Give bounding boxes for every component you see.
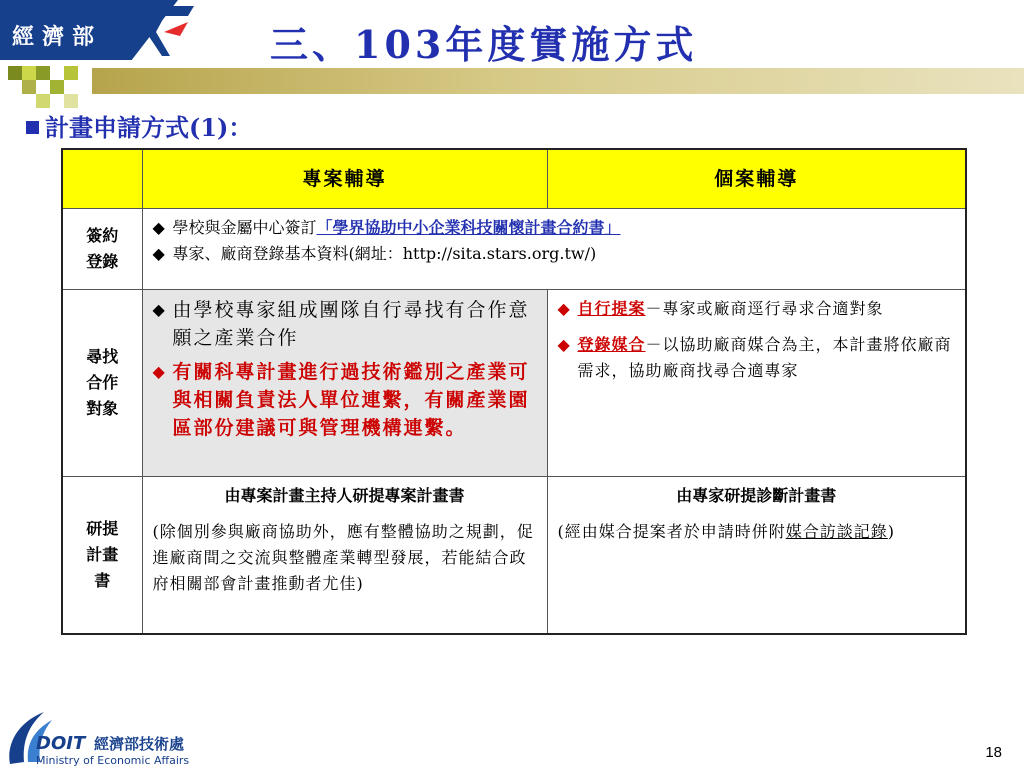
submit-left-title: 由專案計畫主持人研提專案計畫書 bbox=[224, 486, 465, 505]
row-head-sign: 簽約 登錄 bbox=[62, 209, 142, 290]
ministry-label: 經濟部 bbox=[12, 25, 103, 50]
header-blank bbox=[62, 149, 142, 209]
doit-logo-cn: 經濟部技術處 bbox=[94, 735, 185, 753]
section-heading-text: 計畫申請方式(1)： bbox=[45, 113, 253, 142]
list-item: ◆ 自行提案－專家或廠商逕行尋求合適對象 bbox=[558, 296, 956, 322]
table-row-submit bbox=[62, 477, 966, 635]
page-title: 三、103年度實施方式 bbox=[270, 22, 698, 67]
submit-right-title: 由專家研提診斷計畫書 bbox=[676, 486, 837, 505]
diamond-bullet-icon: ◆ bbox=[152, 300, 167, 319]
find-right-cell bbox=[547, 290, 966, 477]
row-head-submit: 研提 計畫 書 bbox=[62, 477, 142, 635]
decorative-squares bbox=[0, 56, 100, 106]
submit-right-cell bbox=[547, 477, 966, 635]
table-header-row bbox=[62, 149, 966, 209]
contract-link[interactable]: 「學界協助中小企業科技關懷計畫合約書」 bbox=[316, 218, 621, 237]
list-item: ◆ 登錄媒合－以協助廠商媒合為主，本計畫將依廠商需求，協助廠商找尋合適專家 bbox=[558, 332, 956, 384]
list-item: ◆ 由學校專家組成團隊自行尋找有合作意願之產業合作 bbox=[153, 296, 537, 352]
diamond-bullet-icon: ◆ bbox=[152, 362, 167, 381]
diamond-bullet-icon: ◆ bbox=[557, 299, 571, 318]
row-head-find: 尋找 合作 對象 bbox=[62, 290, 142, 477]
table-row-sign bbox=[62, 209, 966, 290]
square-bullet-icon bbox=[26, 121, 39, 134]
submit-right-body: (經由媒合提案者於申請時併附媒合訪談記錄) bbox=[557, 522, 896, 541]
ministry-logo-icon bbox=[136, 2, 196, 60]
diamond-bullet-icon: ◆ bbox=[557, 335, 571, 354]
submit-left-body: (除個別參與廠商協助外，應有整體協助之規劃，促進廠商間之交流與整體產業轉型發展，若能結合政府相關部會計畫推動者尤佳) bbox=[152, 522, 534, 593]
section-heading bbox=[26, 108, 252, 143]
header-case-guidance: 個案輔導 bbox=[547, 149, 966, 209]
diamond-bullet-icon: ◆ bbox=[152, 218, 165, 237]
list-item: ◆ 有關科專計畫進行過技術鑑別之產業可與相關負責法人單位連繫，有關產業園區部份建議可與管理機構連繫。 bbox=[153, 358, 537, 442]
header-stripe bbox=[92, 68, 1024, 94]
list-item: ◆ 學校與金屬中心簽訂「學界協助中小企業科技關懷計畫合約書」 bbox=[153, 215, 956, 241]
sign-cell bbox=[142, 209, 966, 290]
plan-table bbox=[61, 148, 967, 635]
table-row-find bbox=[62, 290, 966, 477]
doit-logo-en: Ministry of Economic Affairs bbox=[36, 754, 190, 767]
find-left-cell bbox=[142, 290, 547, 477]
doit-logo-text: DOIT bbox=[36, 733, 86, 754]
diamond-bullet-icon: ◆ bbox=[152, 244, 165, 263]
list-item: ◆ 專家、廠商登錄基本資料(網址：http://sita.stars.org.tw/) bbox=[153, 241, 956, 267]
submit-left-cell bbox=[142, 477, 547, 635]
header-project-guidance: 專案輔導 bbox=[142, 149, 547, 209]
page-number: 18 bbox=[985, 744, 1002, 761]
